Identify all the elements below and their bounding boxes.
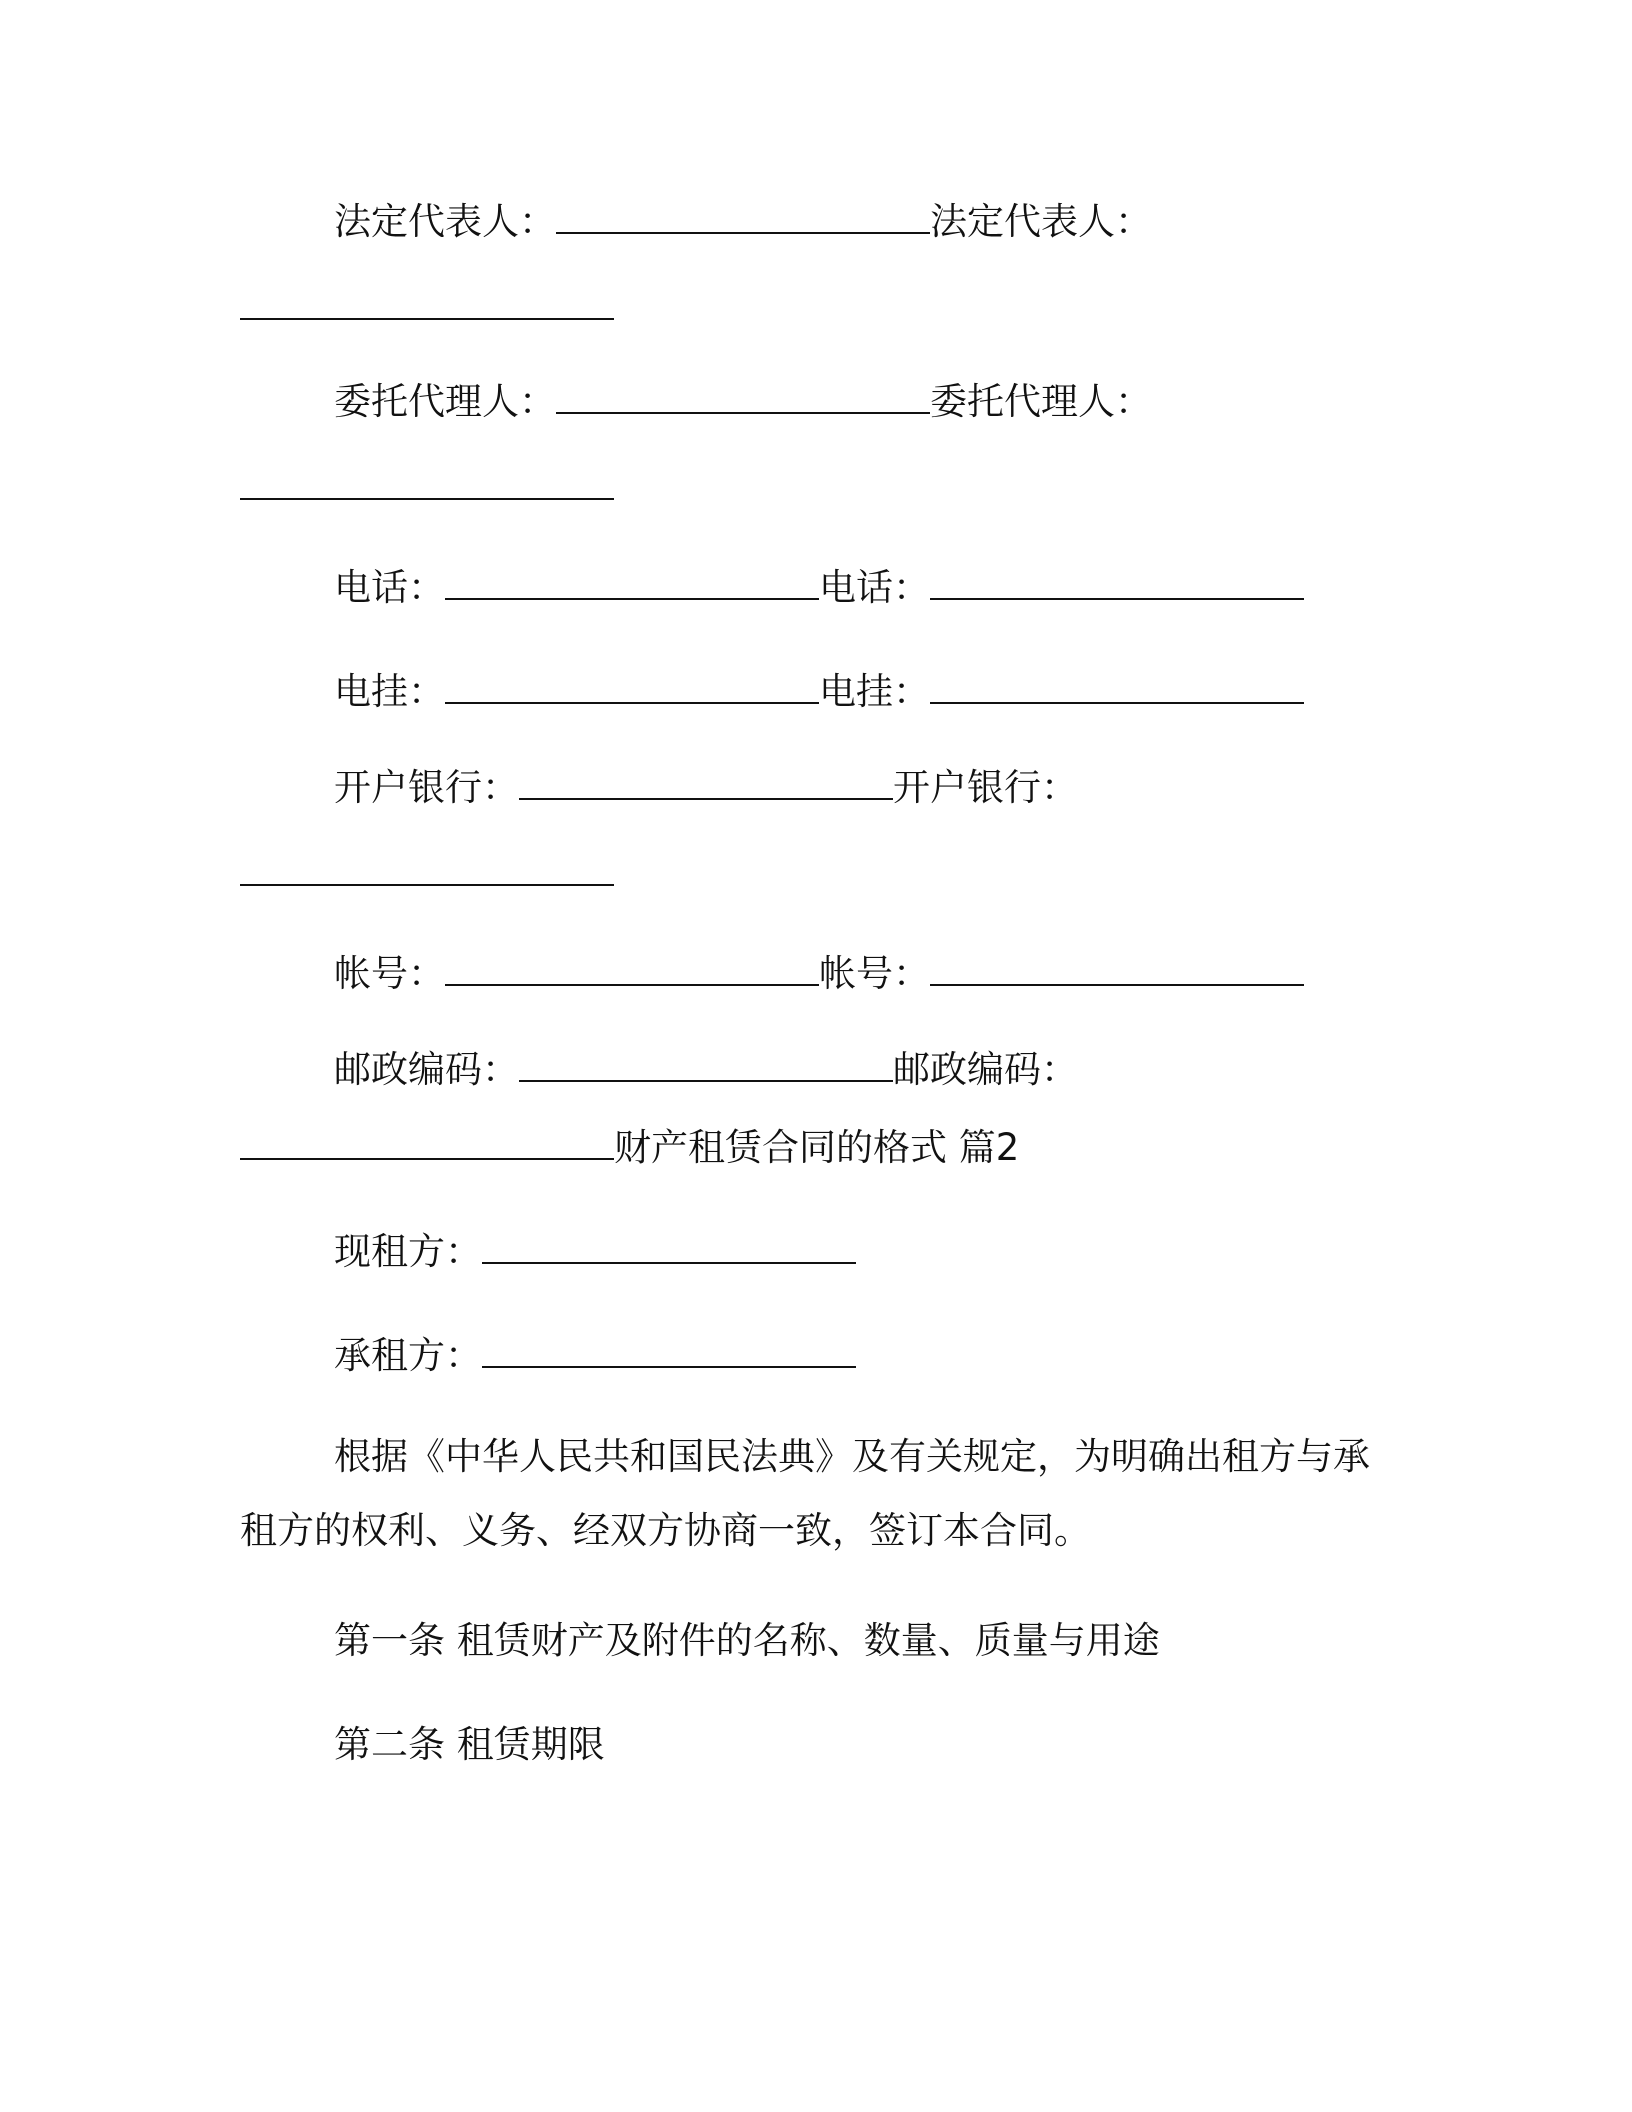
legal-rep-label-left: 法定代表人： bbox=[334, 200, 556, 243]
postal-label-right: 邮政编码： bbox=[893, 1048, 1078, 1091]
lessor-blank bbox=[482, 1230, 856, 1264]
article-1: 第一条 租赁财产及附件的名称、数量、质量与用途 bbox=[334, 1619, 1160, 1662]
account-blank-left bbox=[445, 952, 819, 986]
article-2: 第二条 租赁期限 bbox=[334, 1723, 605, 1766]
intro-paragraph: 根据《中华人民共和国民法典》及有关规定，为明确出租方与承租方的权利、义务、经双方协商一致，签订本合同。 bbox=[240, 1435, 1370, 1552]
bank-blank-right bbox=[240, 852, 614, 886]
lessor-row bbox=[334, 1230, 856, 1273]
phone-blank-right bbox=[930, 566, 1304, 600]
account-label-left: 帐号： bbox=[334, 952, 445, 995]
postal-label-left: 邮政编码： bbox=[334, 1048, 519, 1091]
phone-label-left: 电话： bbox=[334, 566, 445, 609]
legal-rep-blank-right bbox=[240, 286, 614, 320]
phone-label-right: 电话： bbox=[819, 566, 930, 609]
account-row bbox=[334, 952, 1304, 995]
bank-row bbox=[334, 766, 1078, 809]
agent-row bbox=[334, 380, 1152, 423]
agent-label-right: 委托代理人： bbox=[930, 380, 1152, 423]
telegraph-blank-right bbox=[930, 670, 1304, 704]
bank-blank-left bbox=[519, 766, 893, 800]
phone-blank-left bbox=[445, 566, 819, 600]
lessor-label: 现租方： bbox=[334, 1230, 482, 1273]
account-blank-right bbox=[930, 952, 1304, 986]
lessee-row bbox=[334, 1334, 856, 1377]
postal-row bbox=[334, 1048, 1078, 1091]
postal-blank-right bbox=[240, 1126, 614, 1160]
bank-label-left: 开户银行： bbox=[334, 766, 519, 809]
bank-label-right: 开户银行： bbox=[893, 766, 1078, 809]
telegraph-row bbox=[334, 670, 1304, 713]
telegraph-label-left: 电挂： bbox=[334, 670, 445, 713]
agent-blank-right bbox=[240, 466, 614, 500]
legal-rep-row bbox=[334, 200, 1152, 243]
account-label-right: 帐号： bbox=[819, 952, 930, 995]
bank-blank-right-row bbox=[240, 852, 614, 892]
lessee-label: 承租方： bbox=[334, 1334, 482, 1377]
agent-blank-right-row bbox=[240, 466, 614, 506]
agent-label-left: 委托代理人： bbox=[334, 380, 556, 423]
telegraph-blank-left bbox=[445, 670, 819, 704]
section-title: 财产租赁合同的格式 篇2 bbox=[614, 1126, 1020, 1169]
legal-rep-blank-left bbox=[556, 200, 930, 234]
lessee-blank bbox=[482, 1334, 856, 1368]
postal-blank-and-title-row bbox=[240, 1126, 1020, 1169]
legal-rep-label-right: 法定代表人： bbox=[930, 200, 1152, 243]
legal-rep-blank-right-row bbox=[240, 286, 614, 326]
telegraph-label-right: 电挂： bbox=[819, 670, 930, 713]
phone-row bbox=[334, 566, 1304, 609]
agent-blank-left bbox=[556, 380, 930, 414]
postal-blank-left bbox=[519, 1048, 893, 1082]
